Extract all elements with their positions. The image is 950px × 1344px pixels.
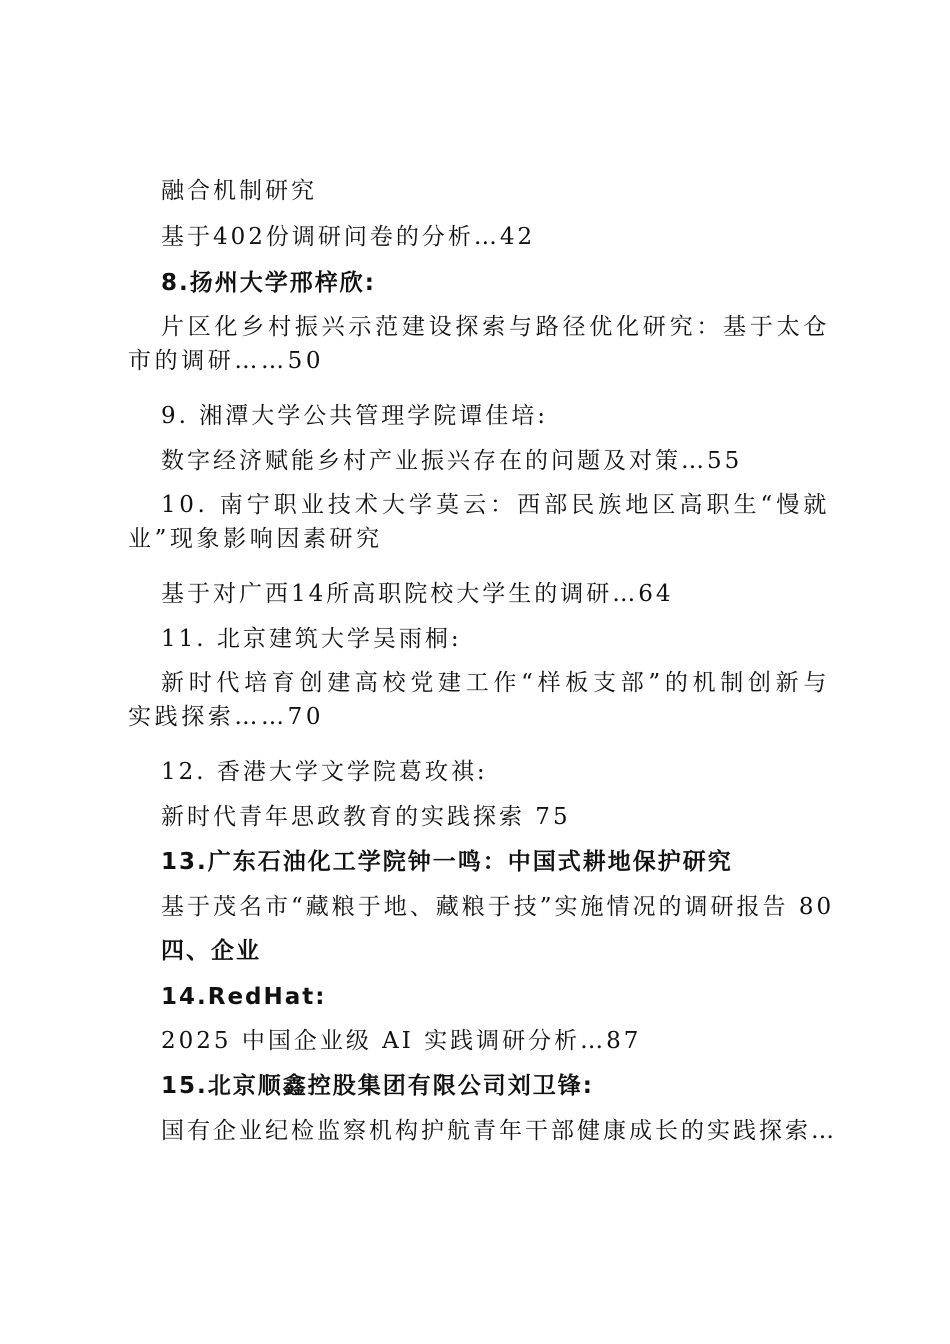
toc-entry-heading: 10. 南宁职业技术大学莫云：西部民族地区高职生“慢就业”现象影响因素研究	[128, 492, 830, 552]
toc-entry-subtitle: 基于茂名市“藏粮于地、藏粮于技”实施情况的调研报告 80	[161, 894, 835, 920]
toc-entry-heading: 15.北京顺鑫控股集团有限公司刘卫锋:	[161, 1073, 594, 1099]
toc-entry-title: 新时代青年思政教育的实践探索 75	[161, 804, 571, 830]
toc-entry-heading: 11. 北京建筑大学吴雨桐:	[161, 626, 462, 652]
toc-entry-title: 片区化乡村振兴示范建设探索与路径优化研究：基于太仓市的调研……50	[128, 314, 830, 374]
toc-entry-heading: 12. 香港大学文学院葛玫祺:	[161, 759, 488, 785]
toc-entry-subtitle: 基于对广西14所高职院校大学生的调研…64	[161, 581, 674, 607]
toc-entry-heading: 13.广东石油化工学院钟一鸣：中国式耕地保护研究	[161, 849, 733, 875]
toc-entry-title: 新时代培育创建高校党建工作“样板支部”的机制创新与实践探索……70	[128, 670, 830, 730]
toc-line-continuation: 融合机制研究	[161, 178, 317, 204]
toc-entry-heading: 9. 湘潭大学公共管理学院谭佳培:	[161, 403, 549, 429]
toc-entry-title: 2025 中国企业级 AI 实践调研分析…87	[161, 1028, 642, 1054]
toc-entry-title: 国有企业纪检监察机构护航青年干部健康成长的实践探索…	[161, 1118, 837, 1144]
toc-section-heading: 四、企业	[161, 938, 261, 964]
toc-entry-title: 数字经济赋能乡村产业振兴存在的问题及对策…55	[161, 448, 743, 474]
toc-entry-heading: 8.扬州大学邢梓欣:	[161, 270, 376, 296]
toc-entry-subtitle: 基于402份调研问卷的分析…42	[161, 224, 536, 250]
toc-entry-heading: 14.RedHat:	[161, 984, 327, 1010]
